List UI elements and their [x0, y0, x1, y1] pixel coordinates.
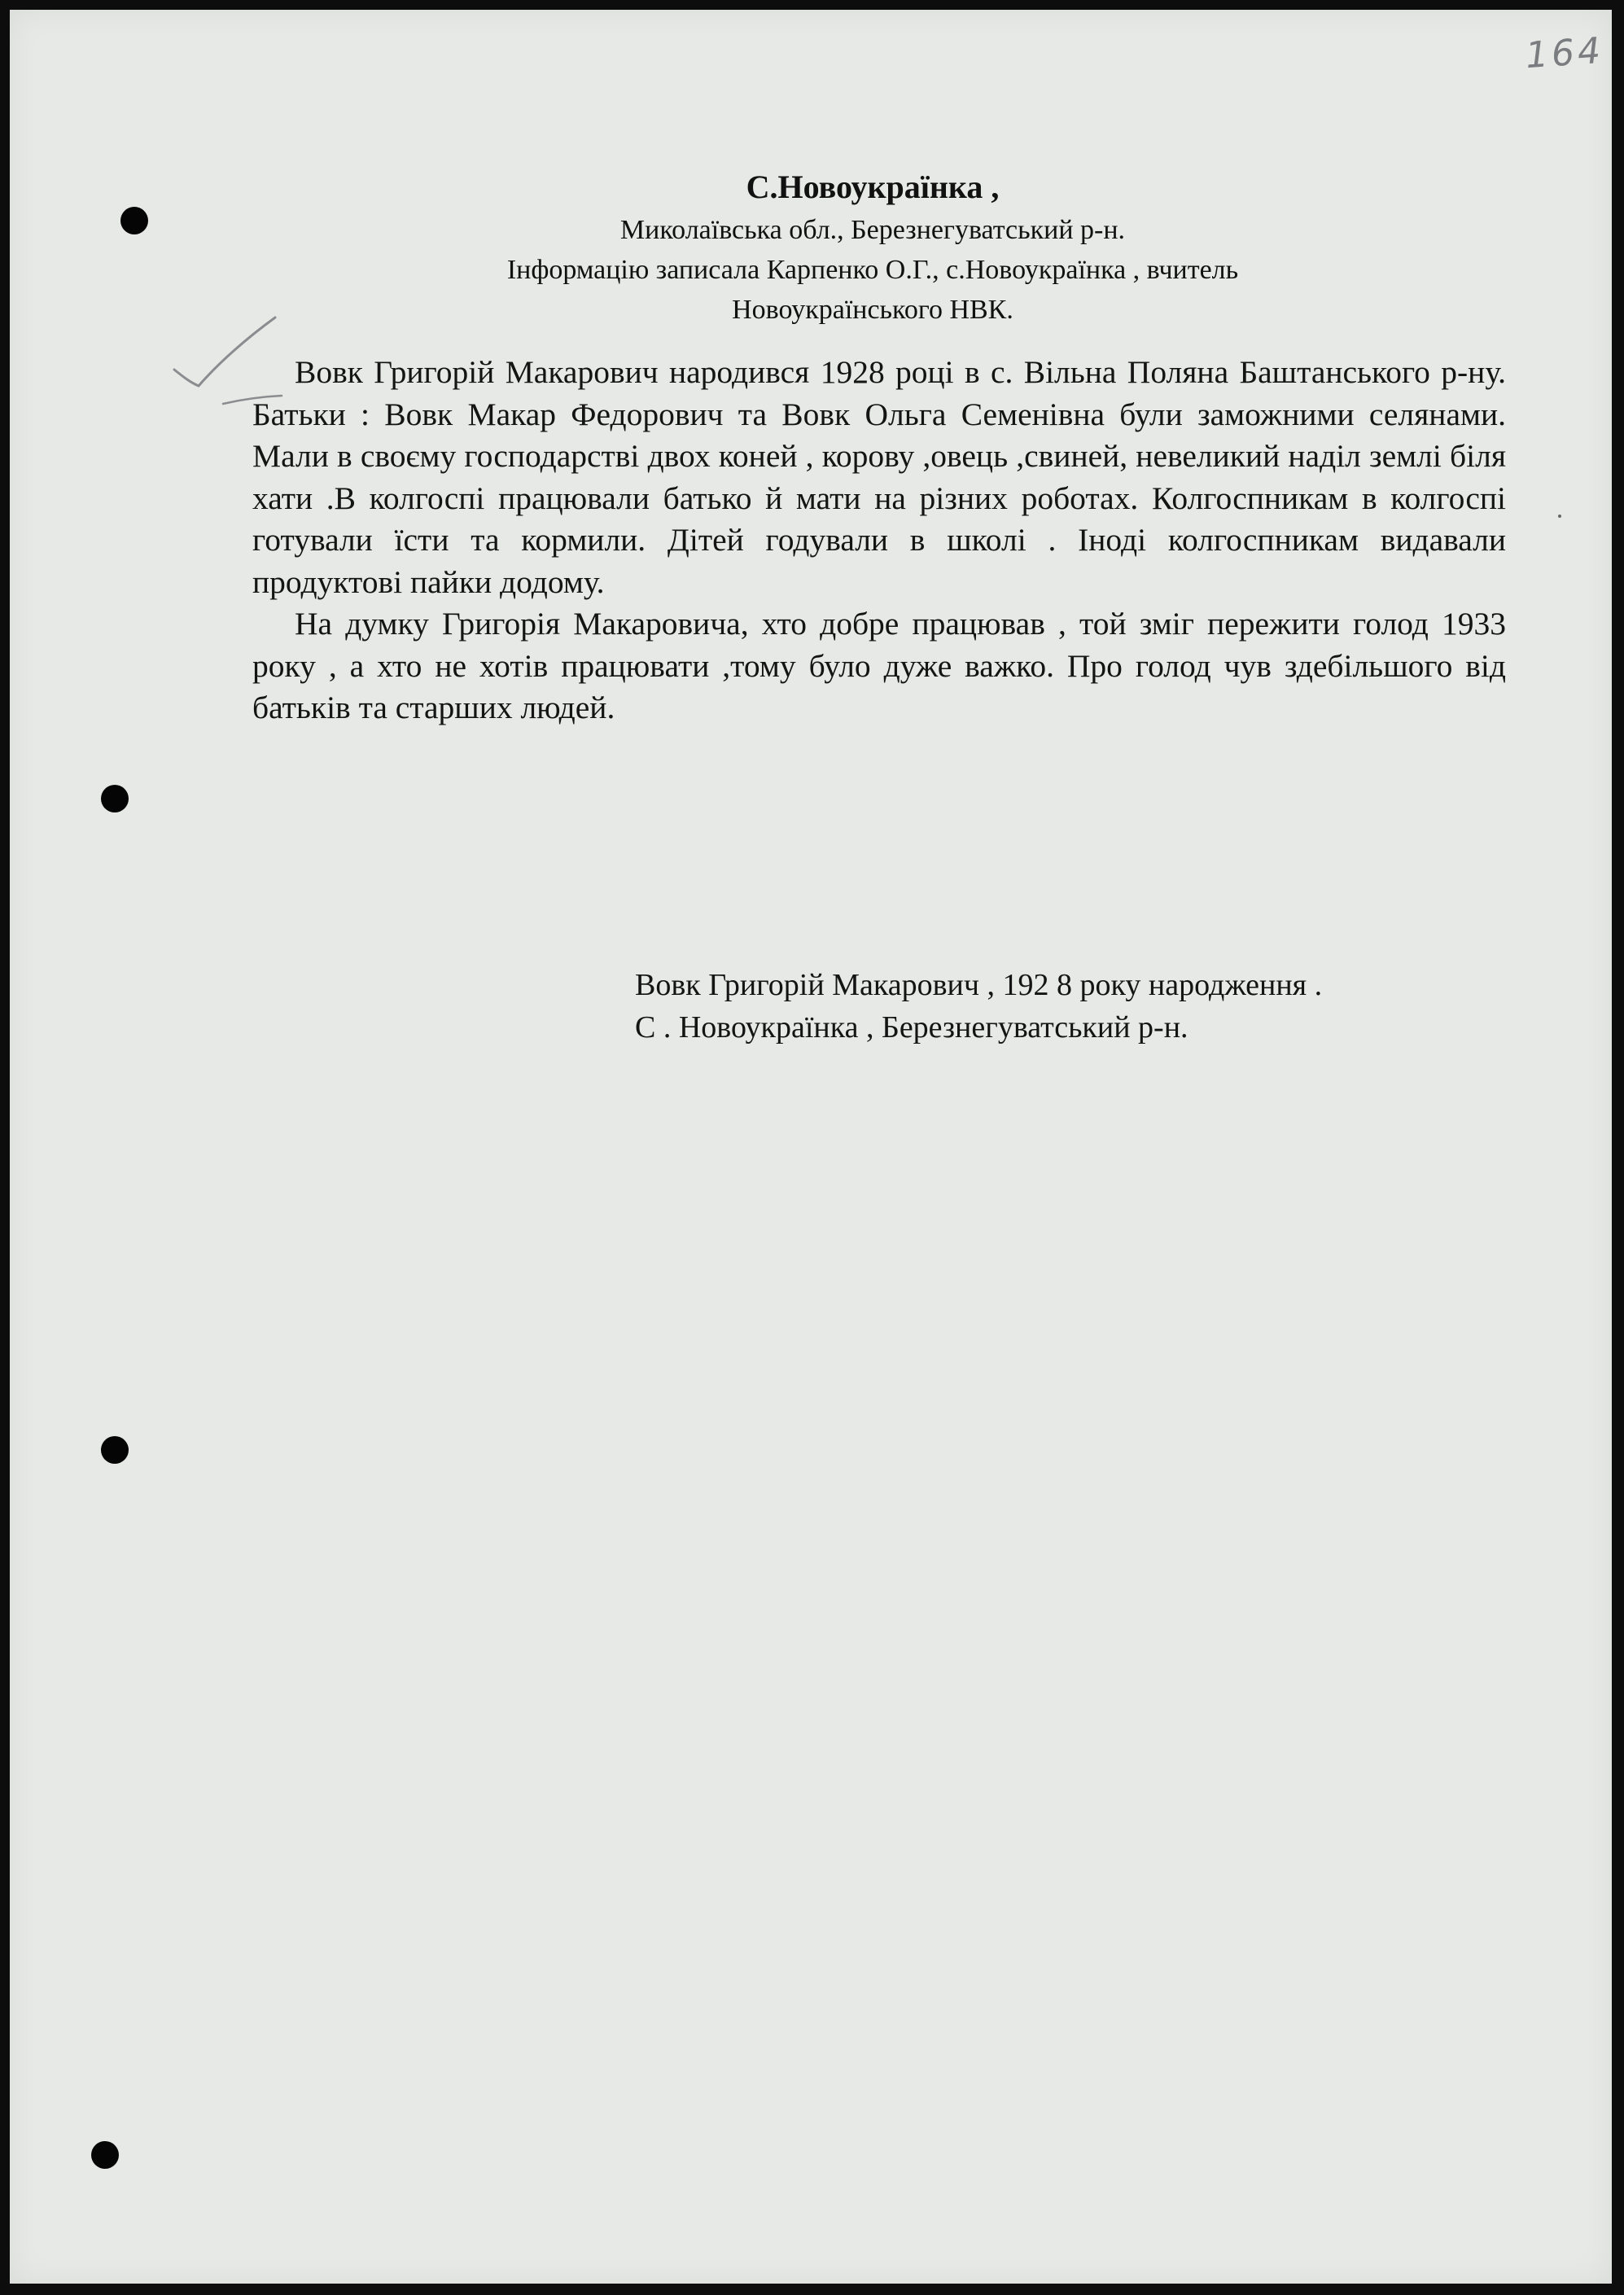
- witness-signature-block: [635, 964, 1322, 1049]
- village-title: С.Новоукраїнка ,: [746, 169, 1000, 205]
- testimony-paragraph: На думку Григорія Макаровича, хто добре працював , той зміг пережити голод 1933 року , а хто не хотів працювати ,тому було дуже важко. Про голод чув здебільшого від батьків та старших людей.: [252, 606, 1506, 725]
- header-school-line: Новоукраїнського НВК.: [732, 295, 1013, 325]
- testimony-body: [252, 352, 1506, 729]
- header-recorder-line: Інформацію записала Карпенко О.Г., с.Новоукраїнка , вчитель: [506, 255, 1239, 285]
- punch-hole-icon: [101, 785, 129, 812]
- page-number: 164: [1524, 29, 1605, 77]
- witness-place-line: С . Новоукраїнка , Березнегуватський р-н.: [635, 1010, 1188, 1045]
- header-region-line: Миколаївська обл., Березнегуватський р-н.: [619, 215, 1126, 245]
- document-page: [10, 10, 1612, 2284]
- scan-speck: [1558, 515, 1561, 518]
- punch-hole-icon: [91, 2141, 119, 2169]
- document-header: [254, 164, 1491, 330]
- punch-hole-icon: [101, 1436, 129, 1464]
- punch-hole-icon: [120, 207, 148, 234]
- witness-name-line: Вовк Григорій Макарович , 192 8 року народження .: [635, 968, 1323, 1002]
- testimony-paragraph: Вовк Григорій Макарович народився 1928 році в с. Вільна Поляна Баштанського р-ну. Батьки : Вовк Макар Федорович та Вовк Ольга Семенівна були заможними селянами. Мали в своєму господарстві двох коней , корову ,овець ,свиней, невеликий наділ землі біля хати .В колгоспі працювали батько й мати на різних роботах. Колгоспникам в колгоспі готували їсти та кормили. Дітей годували в школі . Іноді колгоспникам видавали продуктові пайки додому.: [252, 354, 1506, 600]
